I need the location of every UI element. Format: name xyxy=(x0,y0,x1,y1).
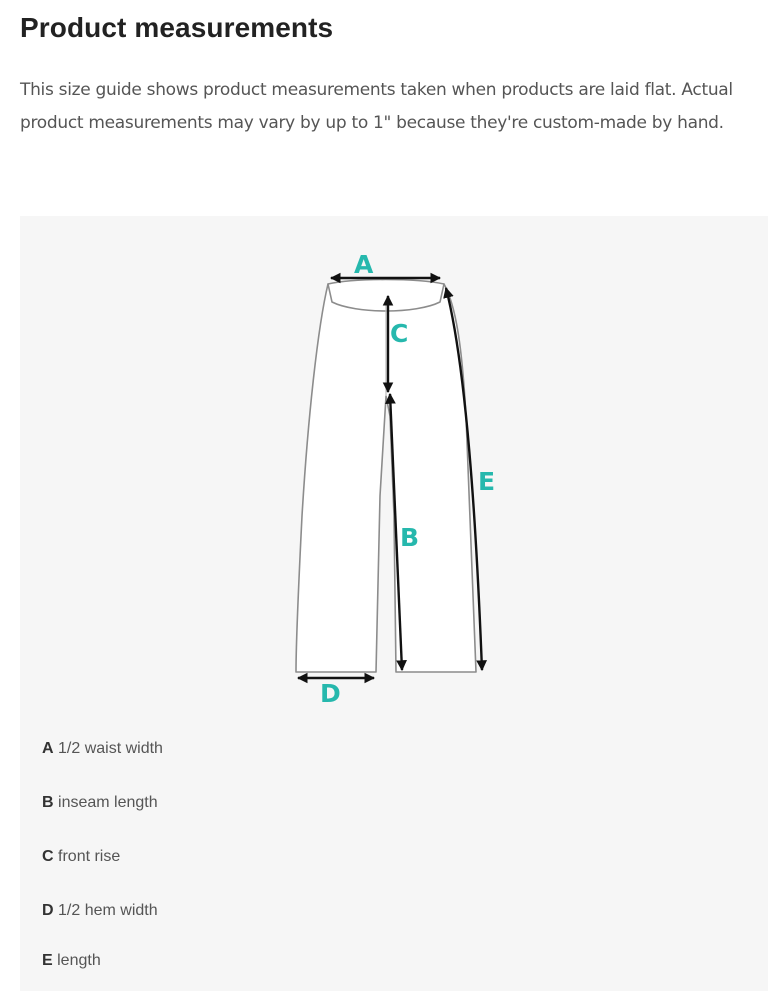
legend-item-e xyxy=(42,952,101,970)
intro-text: This size guide shows product measurements taken when products are laid flat. Actual product measurements may vary by up to 1" because they're custom-made by hand. xyxy=(20,80,733,133)
legend-description: length xyxy=(57,952,101,969)
legend-item-c xyxy=(42,848,120,866)
legend-description: 1/2 waist width xyxy=(58,740,163,757)
legend-description: 1/2 hem width xyxy=(58,902,158,919)
marker-d: D xyxy=(320,679,341,708)
pants-diagram xyxy=(20,216,768,726)
legend-item-b xyxy=(42,794,158,812)
marker-a: A xyxy=(354,250,374,279)
legend-description: front rise xyxy=(58,848,121,865)
marker-c: C xyxy=(390,319,409,348)
legend-item-d xyxy=(42,902,158,920)
legend-description: inseam length xyxy=(58,794,158,811)
size-guide-panel xyxy=(20,216,768,991)
legend-key: C xyxy=(42,848,54,865)
marker-e: E xyxy=(478,467,496,496)
legend-key: E xyxy=(42,952,53,969)
legend-key: B xyxy=(42,794,54,811)
legend-key: D xyxy=(42,902,54,919)
page-title: Product measurements xyxy=(20,12,334,43)
legend-key: A xyxy=(42,740,54,757)
marker-b: B xyxy=(400,523,420,552)
legend-item-a xyxy=(42,740,163,758)
